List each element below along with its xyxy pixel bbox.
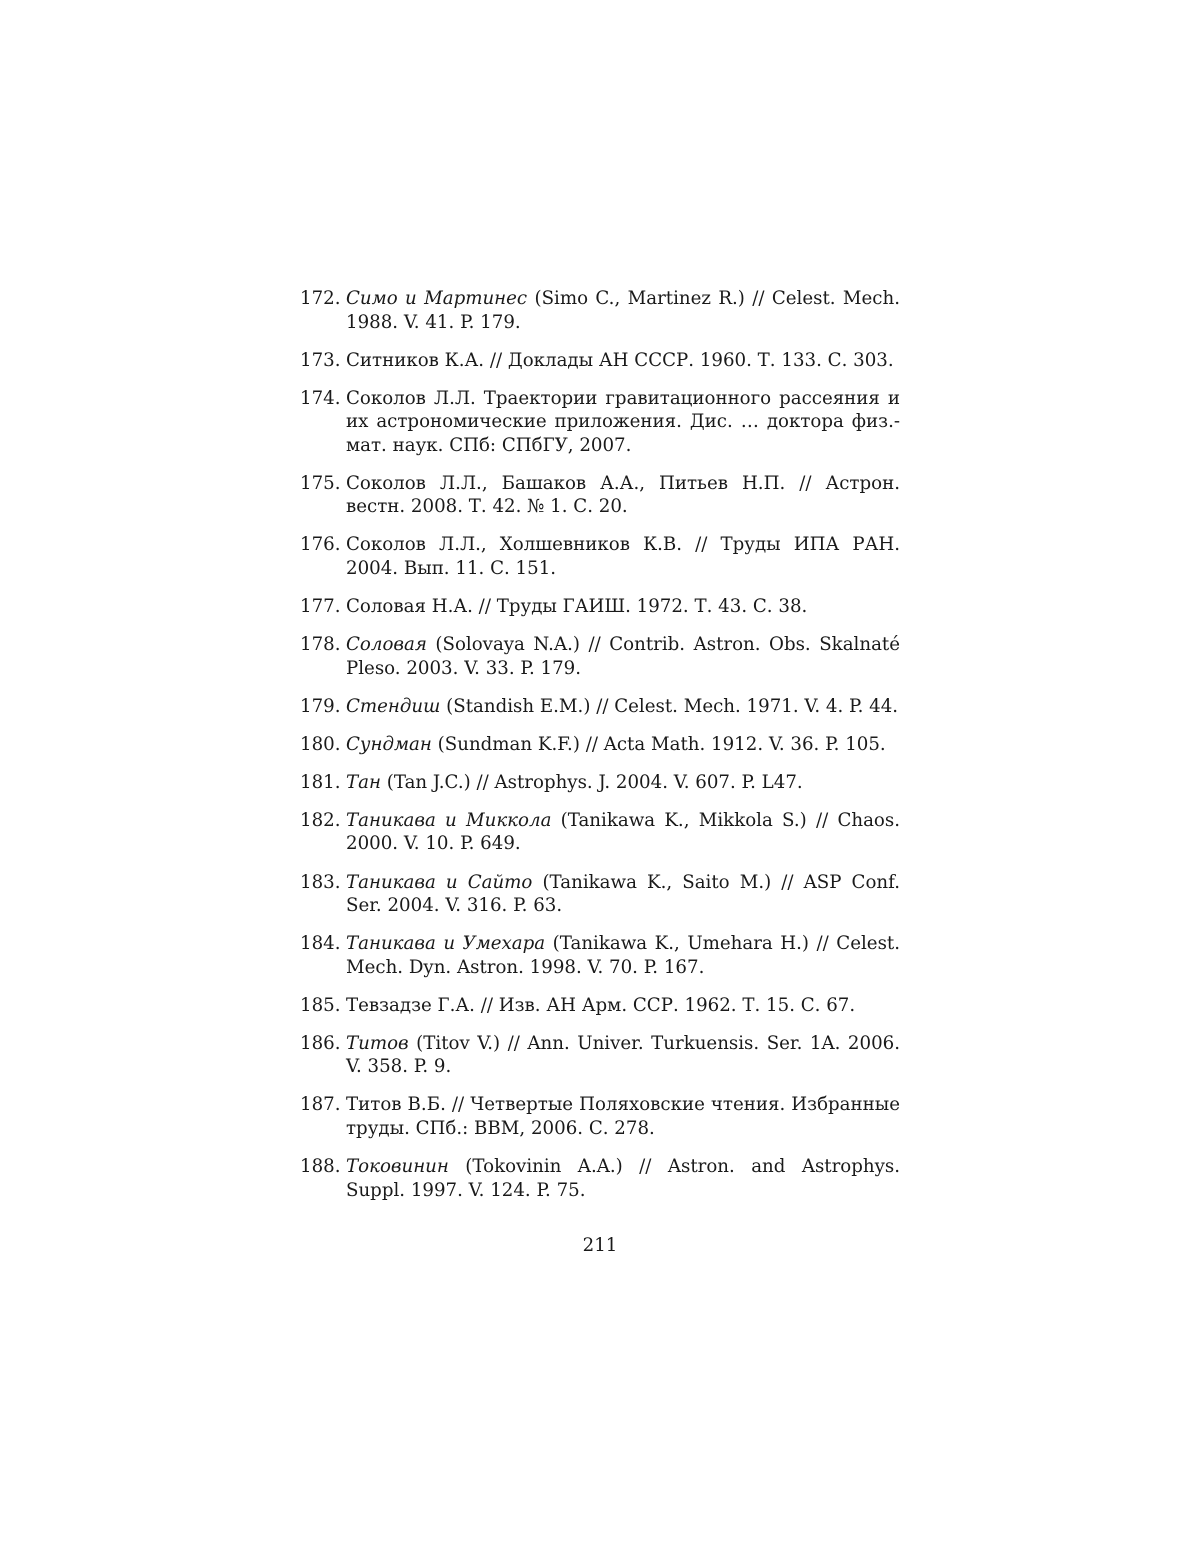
reference-text: Соколов Л.Л., Холшевников К.В. // Труды ИПА РАН. 2004. Вып. 11. С. 151.: [346, 534, 900, 579]
reference-authors: Таникава и Умехара: [346, 933, 546, 955]
reference-number: 184.: [300, 933, 341, 955]
reference-text: (Titov V.) // Ann. Univer. Turkuensis. Ser. 1A. 2006. V. 358. P. 9.: [346, 1032, 900, 1078]
reference-number: 176.: [300, 534, 341, 556]
reference-item: [300, 472, 900, 519]
reference-text: (Solovaya N.A.) // Contrib. Astron. Obs. Skalnaté Pleso. 2003. V. 33. P. 179.: [346, 634, 900, 679]
reference-item: [300, 595, 900, 619]
reference-item: [300, 871, 900, 918]
reference-text: Соколов Л.Л., Башаков А.А., Питьев Н.П. // Астрон. вестн. 2008. Т. 42. № 1. С. 20.: [346, 472, 900, 518]
reference-item: [300, 287, 900, 334]
reference-text: Ситников К.А. // Доклады АН СССР. 1960. Т. 133. С. 303.: [346, 349, 894, 371]
reference-number: 187.: [300, 1094, 341, 1116]
reference-authors: Титов: [346, 1032, 409, 1054]
reference-text: (Tan J.C.) // Astrophys. J. 2004. V. 607. P. L47.: [380, 771, 803, 793]
reference-number: 181.: [300, 771, 341, 793]
reference-authors: Тан: [346, 771, 381, 793]
reference-number: 177.: [300, 595, 341, 617]
reference-authors: Соловая: [346, 634, 427, 656]
reference-item: [300, 1032, 900, 1079]
reference-number: 172.: [300, 288, 341, 309]
reference-number: 183.: [300, 871, 341, 893]
reference-number: 180.: [300, 733, 341, 755]
reference-text: Соколов Л.Л. Траектории гравитационного рассеяния и их астрономические приложения. Дис. … доктора физ.-мат. наук. СПб: СПбГУ, 2007.: [346, 387, 900, 456]
page-number: 211: [582, 1235, 618, 1256]
reference-item: [300, 695, 900, 719]
reference-number: 175.: [300, 472, 341, 494]
reference-number: 178.: [300, 634, 341, 656]
reference-item: [300, 1093, 900, 1140]
reference-item: [300, 994, 900, 1018]
reference-text: (Tanikawa K., Saito M.) // ASP Conf. Ser. 2004. V. 316. P. 63.: [346, 871, 900, 917]
reference-text: (Simo C., Martinez R.) // Celest. Mech. 1988. V. 41. P. 179.: [346, 288, 900, 333]
reference-authors: Симо и Мартинес: [346, 288, 528, 309]
reference-item: [300, 533, 900, 580]
reference-authors: Таникава и Миккола: [346, 809, 552, 831]
reference-number: 188.: [300, 1156, 341, 1177]
reference-number: 174.: [300, 387, 341, 409]
reference-number: 182.: [300, 809, 341, 831]
reference-number: 186.: [300, 1032, 341, 1054]
reference-text: Соловая Н.А. // Труды ГАИШ. 1972. Т. 43. С. 38.: [346, 595, 808, 617]
reference-item: [300, 633, 900, 680]
reference-item: [300, 733, 900, 757]
reference-text: (Standish E.M.) // Celest. Mech. 1971. V. 4. P. 44.: [440, 695, 899, 717]
reference-number: 179.: [300, 695, 341, 717]
reference-number: 173.: [300, 349, 341, 371]
reference-authors: Стендиш: [346, 695, 441, 717]
reference-authors: Сундман: [346, 733, 432, 755]
reference-item: [300, 387, 900, 458]
reference-item: [300, 809, 900, 856]
reference-item: [300, 932, 900, 979]
reference-text: (Sundman K.F.) // Acta Math. 1912. V. 36. P. 105.: [431, 733, 886, 755]
reference-authors: Токовинин: [346, 1156, 449, 1177]
reference-list: [300, 287, 900, 1217]
reference-text: (Tokovinin A.A.) // Astron. and Astrophys. Suppl. 1997. V. 124. P. 75.: [346, 1156, 900, 1201]
reference-authors: Таникава и Сайто: [346, 871, 533, 893]
reference-item: [300, 771, 900, 795]
reference-text: Титов В.Б. // Четвертые Поляховские чтения. Избранные труды. СПб.: ВВМ, 2006. С. 278.: [346, 1094, 900, 1139]
reference-text: Тевзадзе Г.А. // Изв. АН Арм. ССР. 1962. Т. 15. С. 67.: [346, 994, 856, 1016]
reference-item: [300, 1155, 900, 1202]
reference-number: 185.: [300, 994, 341, 1016]
reference-item: [300, 349, 900, 373]
reference-text: (Tanikawa K., Mikkola S.) // Chaos. 2000. V. 10. P. 649.: [346, 809, 900, 855]
reference-text: (Tanikawa K., Umehara H.) // Celest. Mech. Dyn. Astron. 1998. V. 70. P. 167.: [346, 933, 900, 978]
